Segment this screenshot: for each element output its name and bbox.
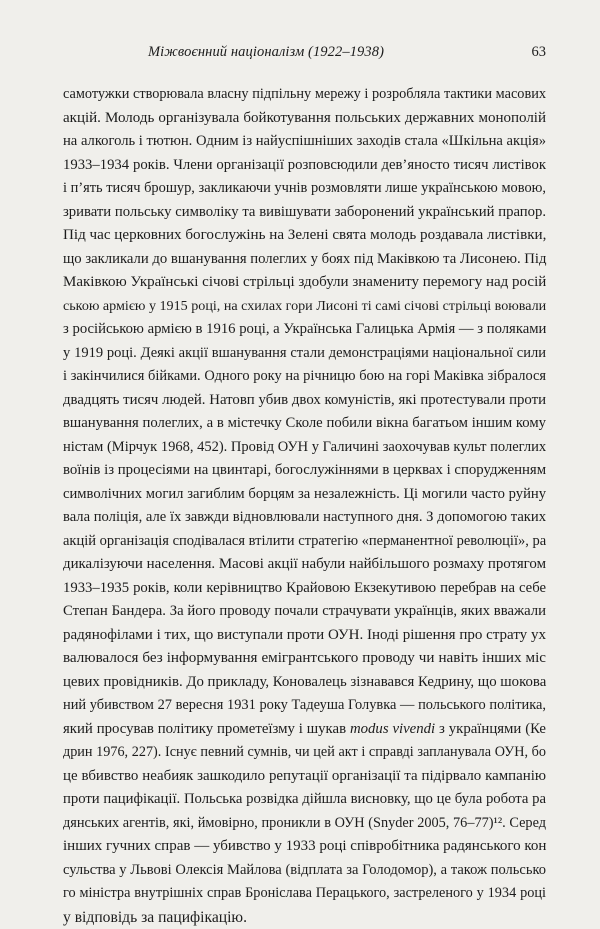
text-line: сульства у Львові Олексія Майлова (відплата за Голодомор), а також польсько <box>63 859 546 883</box>
text-line: що закликали до вшанування полеглих у боях під Маківкою та Лисонею. Під <box>63 248 546 272</box>
text-line: дикалізуючи населення. Масові акції набули найбільшого розмаху протягом <box>63 553 546 577</box>
running-title: Міжвоєнний націоналізм (1922–1938) <box>148 44 384 61</box>
text-line: самотужки створювала власну підпільну мережу і розробляла тактики масових <box>63 83 546 107</box>
text-line: інших гучних справ — убивство у 1933 році співробітника радянського кон <box>63 835 546 859</box>
running-header <box>0 44 600 64</box>
text-line: 1933–1934 років. Члени організації розповсюдили дев’яносто тисяч листівок <box>63 154 546 178</box>
text-line: ний убивством 27 вересня 1931 року Тадеуша Голувка — польського політика, <box>63 694 546 718</box>
text-line: акцій організація сподівалася втілити стратегію «перманентної революції», ра <box>63 530 546 554</box>
text-line: на алкоголь і тютюн. Одним із найуспішніших заходів стала «Шкільна акція» <box>63 130 546 154</box>
text-line: Степан Бандера. За його проводу почали страчувати українців, яких вважали <box>63 600 546 624</box>
text-line: це вбивство неабияк зашкодило репутації організації та підірвало кампанію <box>63 765 546 789</box>
text-line: ською армією у 1915 році, на схилах гори Лисоні ті самі січові стрільці воювали <box>63 295 546 319</box>
text-line: дянських агентів, які, ймовірно, проникли в ОУН (Snyder 2005, 76–77)¹². Серед <box>63 812 546 836</box>
text-line: Маківкою Українські січові стрільці здобули знамениту перемогу над росій <box>63 271 546 295</box>
text-line: вшанування полеглих, а в містечку Сколе побили вікна багатьом іншим кому <box>63 412 546 436</box>
text-line: вала поліція, але їх завжди відновлювали наступного дня. З допомогою таких <box>63 506 546 530</box>
text-line: у 1919 році. Деякі акції вшанування стали демонстраціями національної сили <box>63 342 546 366</box>
text-line: символічних могил загиблим борцям за незалежність. Ці могили часто руйну <box>63 483 546 507</box>
text-line: дрин 1976, 227). Існує певний сумнів, чи цей акт і справді запланувала ОУН, бо <box>63 741 546 765</box>
text-line: цевих провідників. До прикладу, Коновалець зізнавався Кедрину, що шокова <box>63 671 546 695</box>
text-line: і п’ять тисяч брошур, закликаючи учнів розмовляти лише українською мовою, <box>63 177 546 201</box>
text-line: го міністра внутрішніх справ Броніслава Перацького, застреленого у 1934 році <box>63 882 546 906</box>
text-line: валювалося без інформування емігрантського проводу чи навіть інших міс <box>63 647 546 671</box>
text-line: воїнів із процесіями на цвинтарі, богослужіннями в церквах і спорудженням <box>63 459 546 483</box>
text-line: з російською армією в 1916 році, а Українська Галицька Армія — з поляками <box>63 318 546 342</box>
text-line: проти пацифікації. Польська розвідка дійшла висновку, що це була робота ра <box>63 788 546 812</box>
text-line: акцій. Молодь організувала бойкотування польських державних монополій <box>63 107 546 131</box>
text-line: який просував політику прометеїзму і шукав modus vivendi з українцями (Ке <box>63 718 546 742</box>
text-line: зривати польську символіку та вивішувати заборонений український прапор. <box>63 201 546 225</box>
body-text <box>63 83 546 929</box>
text-line: Під час церковних богослужінь на Зелені свята молодь роздавала листівки, <box>63 224 546 248</box>
text-line: у відповідь за пацифікацію. <box>63 906 546 929</box>
text-line: радянофілами і тих, що виступали проти ОУН. Іноді рішення про страту ух <box>63 624 546 648</box>
text-line: ністам (Мірчук 1968, 452). Провід ОУН у Галичині заохочував культ полеглих <box>63 436 546 460</box>
text-line: і закінчилися бійками. Одного року на річницю бою на горі Маківка зібралося <box>63 365 546 389</box>
text-line: двадцять тисяч людей. Натовп убив двох комуністів, які протестували проти <box>63 389 546 413</box>
text-line: 1933–1935 років, коли керівництво Крайовою Екзекутивою перебрав на себе <box>63 577 546 601</box>
italic-phrase: modus vivendi <box>350 721 435 737</box>
page-number: 63 <box>532 44 547 61</box>
